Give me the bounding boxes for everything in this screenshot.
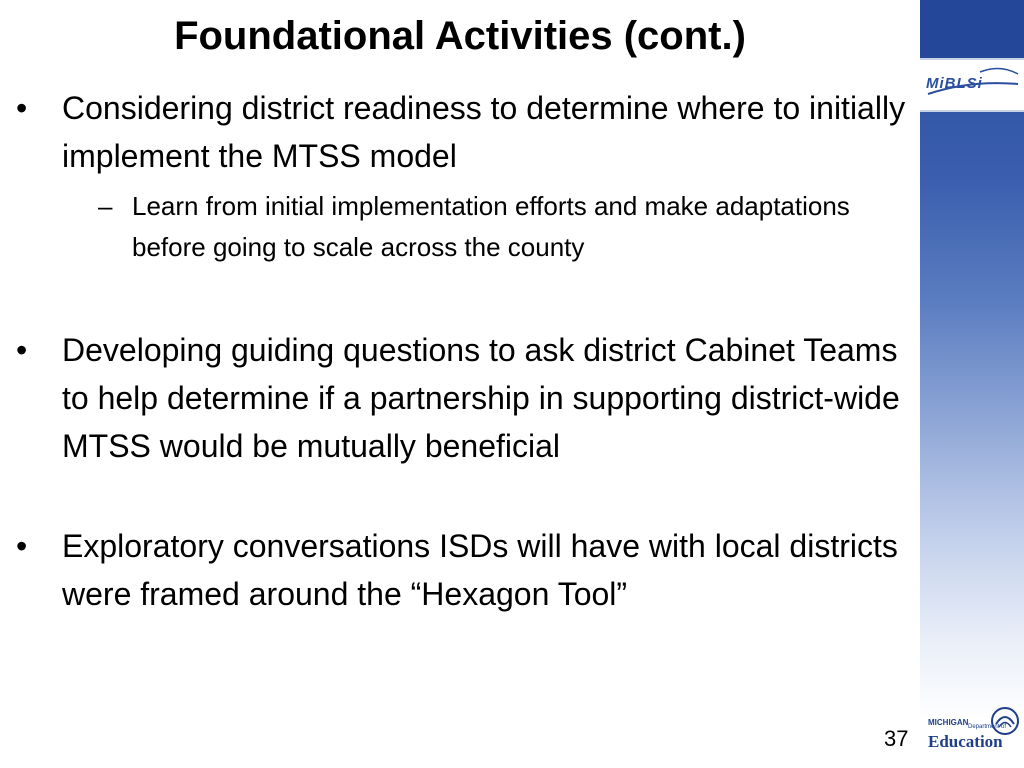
bullet-text: Developing guiding questions to ask district Cabinet Teams to help determine if a partnership in supporting district-wide MTSS would be mutually beneficial <box>62 332 900 464</box>
miblsi-logo-text: MiBLSi <box>926 75 983 92</box>
bullet-item <box>0 326 915 470</box>
education-label: Education <box>928 732 1003 751</box>
slide-title: Foundational Activities (cont.) <box>174 14 746 58</box>
sub-bullet-text: Learn from initial implementation efforts and make adaptations before going to scale across the county <box>132 191 850 262</box>
sidebar-top-block <box>920 0 1024 58</box>
miblsi-logo <box>920 58 1024 112</box>
sidebar-band <box>920 0 1024 768</box>
bullet-marker: • <box>16 332 28 368</box>
page-number: 37 <box>884 726 909 751</box>
michigan-education-logo <box>928 706 1020 758</box>
bullet-item <box>0 84 915 180</box>
sub-bullet-item <box>0 186 902 268</box>
bullet-marker: • <box>16 528 28 564</box>
slide-content <box>0 80 915 618</box>
department-label: Department of <box>968 724 1007 730</box>
sub-bullet-marker: – <box>98 191 113 221</box>
bullet-marker: • <box>16 90 28 126</box>
bullet-item <box>0 522 915 618</box>
michigan-label: MICHIGAN <box>928 718 969 727</box>
bullet-text: Considering district readiness to determine where to initially implement the MTSS model <box>62 90 906 174</box>
bullet-text: Exploratory conversations ISDs will have with local districts were framed around the “Hexagon Tool” <box>62 528 898 612</box>
